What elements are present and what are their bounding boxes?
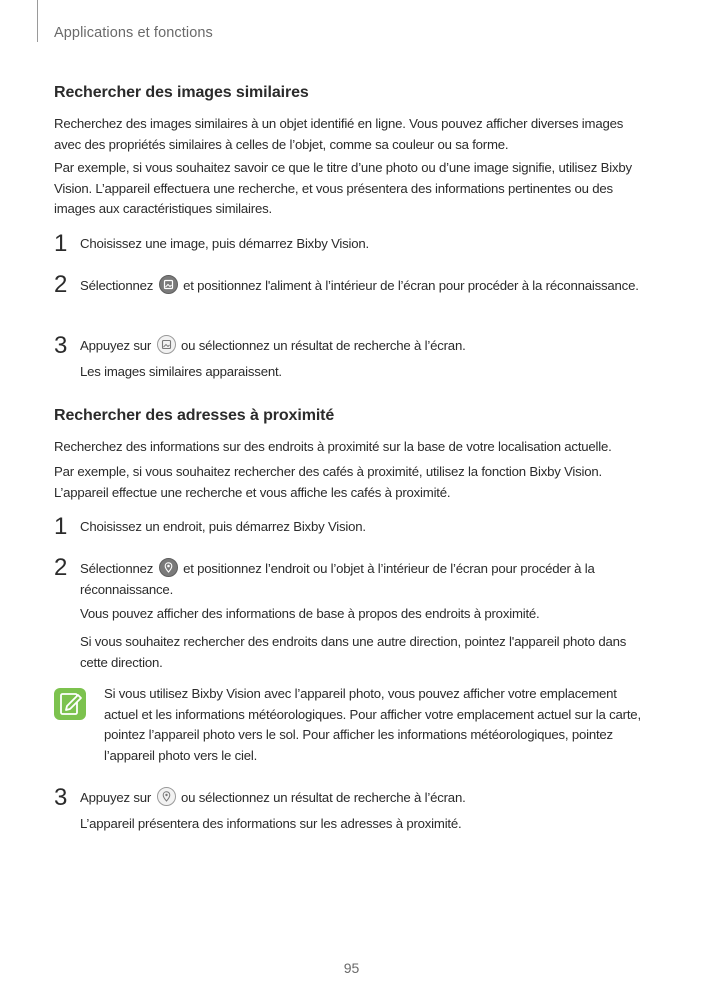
step-subtext: Vous pouvez afficher des informations de base à propos des endroits à proximité. bbox=[80, 606, 540, 621]
place-icon bbox=[157, 787, 176, 806]
step-text-after: et positionnez l'aliment à l’intérieur de l’écran pour procéder à la réconnaissance. bbox=[183, 278, 639, 293]
step-subtext: Les images similaires apparaissent. bbox=[80, 364, 282, 379]
step-text bbox=[80, 335, 646, 357]
step-text: Choisissez un endroit, puis démarrez Bixby Vision. bbox=[80, 519, 366, 534]
section2-heading: Rechercher des adresses à proximité bbox=[54, 407, 335, 424]
step-text-before: Appuyez sur bbox=[80, 790, 152, 805]
step-number: 2 bbox=[54, 271, 68, 298]
step-text bbox=[80, 558, 646, 600]
step-number: 2 bbox=[54, 554, 68, 581]
note-icon bbox=[54, 688, 86, 720]
step-subtext: L’appareil présentera des informations sur les adresses à proximité. bbox=[80, 816, 462, 831]
image-search-icon bbox=[159, 275, 178, 294]
step-text-after: et positionnez l’endroit ou l’objet à l’intérieur de l’écran pour procéder à la réconnaissance. bbox=[80, 561, 595, 597]
page-number: 95 bbox=[343, 960, 360, 976]
step-number: 3 bbox=[54, 784, 68, 811]
note-text: Si vous utilisez Bixby Vision avec l’appareil photo, vous pouvez afficher votre emplacement actuel et les informations météorologiques. Pour afficher votre emplacement actuel sur la carte, pointez l’appareil photo vers le sol. Pour afficher les informations météorologiques, pointez l’appareil photo vers le ciel. bbox=[104, 686, 641, 763]
section-header: Applications et fonctions bbox=[54, 25, 213, 41]
step-number: 1 bbox=[54, 230, 68, 257]
step-text-before: Appuyez sur bbox=[80, 338, 152, 353]
step-number: 3 bbox=[54, 332, 68, 359]
step-text-after: ou sélectionnez un résultat de recherche à l’écran. bbox=[181, 338, 466, 353]
step-text bbox=[80, 787, 646, 809]
section2-example: Par exemple, si vous souhaitez rechercher des cafés à proximité, utilisez la fonction Bixby Vision. L’appareil effectue une recherche et vous affiche les cafés à proximité. bbox=[54, 464, 603, 500]
step-text-before: Sélectionnez bbox=[80, 278, 154, 293]
step-text bbox=[80, 275, 646, 297]
section1-heading: Rechercher des images similaires bbox=[54, 84, 309, 101]
image-search-icon bbox=[157, 335, 176, 354]
step-subtext: Si vous souhaitez rechercher des endroits dans une autre direction, pointez l'appareil photo dans cette direction. bbox=[80, 634, 627, 670]
step-text: Choisissez une image, puis démarrez Bixby Vision. bbox=[80, 236, 370, 251]
section2-intro: Recherchez des informations sur des endroits à proximité sur la base de votre localisation actuelle. bbox=[54, 439, 612, 454]
step-text-before: Sélectionnez bbox=[80, 561, 154, 576]
step-text-after: ou sélectionnez un résultat de recherche à l’écran. bbox=[181, 790, 466, 805]
section1-intro: Recherchez des images similaires à un objet identifié en ligne. Vous pouvez afficher diverses images avec des propriétés similaires à celles de l’objet, comme sa couleur ou sa forme. bbox=[54, 116, 624, 152]
section1-example: Par exemple, si vous souhaitez savoir ce que le titre d’une photo ou d’une image signifie, utilisez Bixby Vision. L’appareil effectuera une recherche, et vous présentera des informations pertinentes ou des images aux caractéristiques similaires. bbox=[54, 160, 632, 216]
place-icon bbox=[159, 558, 178, 577]
header-rule bbox=[37, 0, 38, 42]
step-number: 1 bbox=[54, 513, 68, 540]
